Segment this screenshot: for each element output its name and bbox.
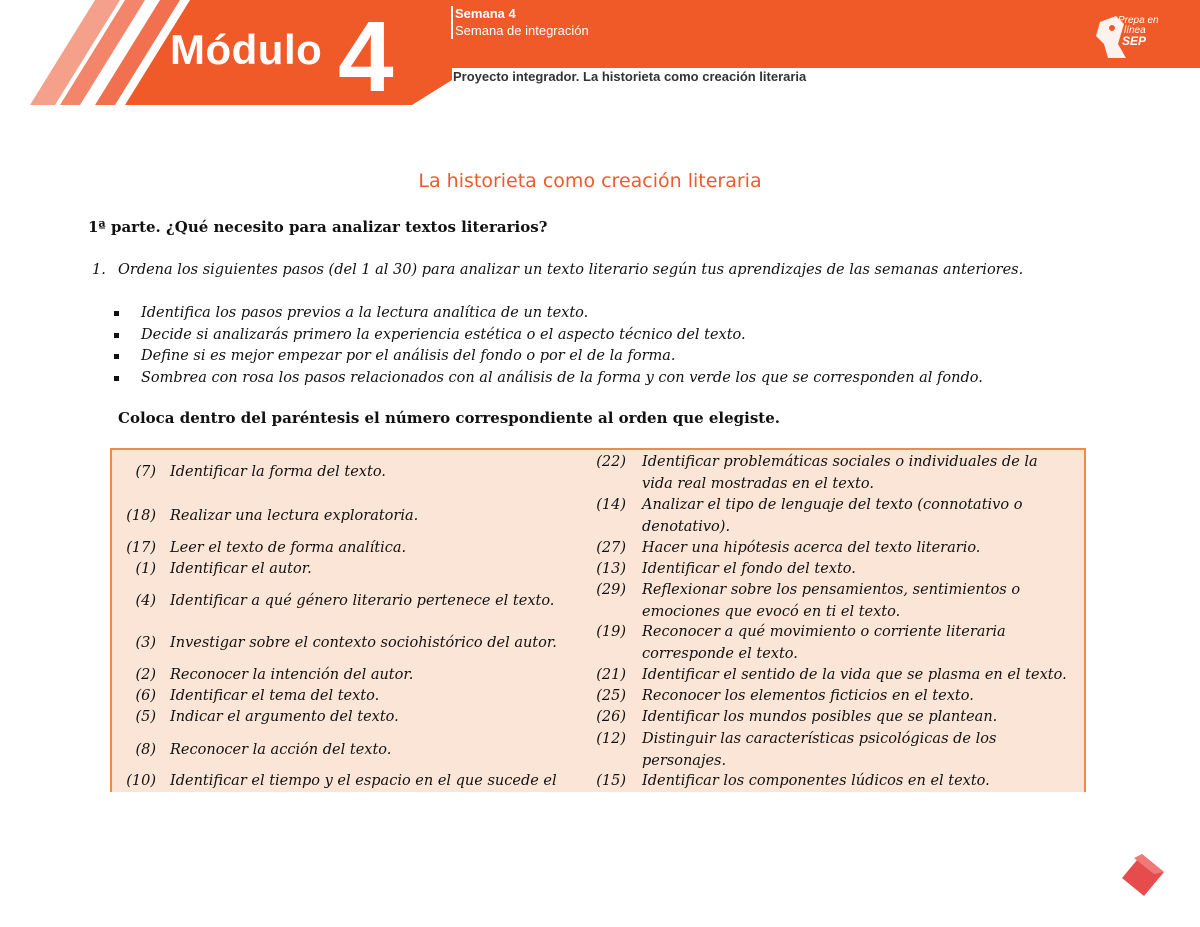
- document-title: La historieta como creación literaria: [418, 170, 762, 192]
- steps-table: (7) Identificar la forma del texto. (18) Realizar una lectura exploratoria. (17) Leer el texto de forma analítica. (1) Identificar el autor. (4) Identificar a qué género literario pertenece el texto. (3) Investigar sobre el contexto sociohistórico del autor. (2) Reconocer la intención del autor. (6) Identificar el tema del texto. (5) Indicar el argumento del texto. (8) Reconocer la acción del texto. (10) Identificar el tiempo y el espacio en el que sucede el (22) Identificar problemáticas sociales o individuales de la vida real mostradas en el texto. (14) Analizar el tipo de lenguaje del texto (connotativo o denotativo). (27) Hacer una hipótesis acerca del texto literario. (13) Identificar el fondo del texto. (29) Reflexionar sobre los pensamientos, sentimientos o emociones que evocó en ti el texto. (19) Reconocer a qué movimiento o corriente literaria corresponde el texto. (21) Identificar el sentido de la vida que se plasma en el texto. (25) Reconocer los elementos ficticios en el texto. (26) Identificar los mundos posibles que se plantean. (12) Distinguir las características psicológicas de los personajes. (15) Identificar los componentes lúdicos en el texto.: [110, 448, 1086, 792]
- week-title: Semana 4: [455, 6, 516, 21]
- instruction: Coloca dentro del paréntesis el número correspondiente al orden que elegiste.: [118, 409, 780, 427]
- square-bullet-icon: [114, 311, 119, 316]
- item-text: Ordena los siguientes pasos (del 1 al 30) para analizar un texto literario según tus aprendizajes de las semanas anteriores.: [118, 262, 1024, 278]
- list-item: Define si es mejor empezar por el análisis del fondo o por el de la forma.: [114, 346, 983, 368]
- module-label: Módulo: [170, 26, 323, 73]
- decorative-diamond-icon: [1120, 852, 1166, 898]
- list-item: Sombrea con rosa los pasos relacionados con al análisis de la forma y con verde los que se corresponden al fondo.: [114, 368, 983, 390]
- square-bullet-icon: [114, 333, 119, 338]
- bullet-list: [114, 303, 983, 389]
- square-bullet-icon: [114, 354, 119, 359]
- week-block: [451, 6, 589, 39]
- project-title: Proyecto integrador. La historieta como creación literaria: [453, 69, 807, 84]
- part-heading: 1ª parte. ¿Qué necesito para analizar textos literarios?: [88, 218, 548, 236]
- square-bullet-icon: [114, 376, 119, 381]
- item-number: 1.: [92, 262, 106, 278]
- list-item: Decide si analizarás primero la experiencia estética o el aspecto técnico del texto.: [114, 325, 983, 347]
- numbered-item: [92, 262, 1023, 278]
- module-number: 4: [338, 1, 394, 113]
- logo-text: Prepa en línea SEP: [1118, 15, 1159, 48]
- week-subtitle: Semana de integración: [455, 23, 589, 38]
- list-item: Identifica los pasos previos a la lectura analítica de un texto.: [114, 303, 983, 325]
